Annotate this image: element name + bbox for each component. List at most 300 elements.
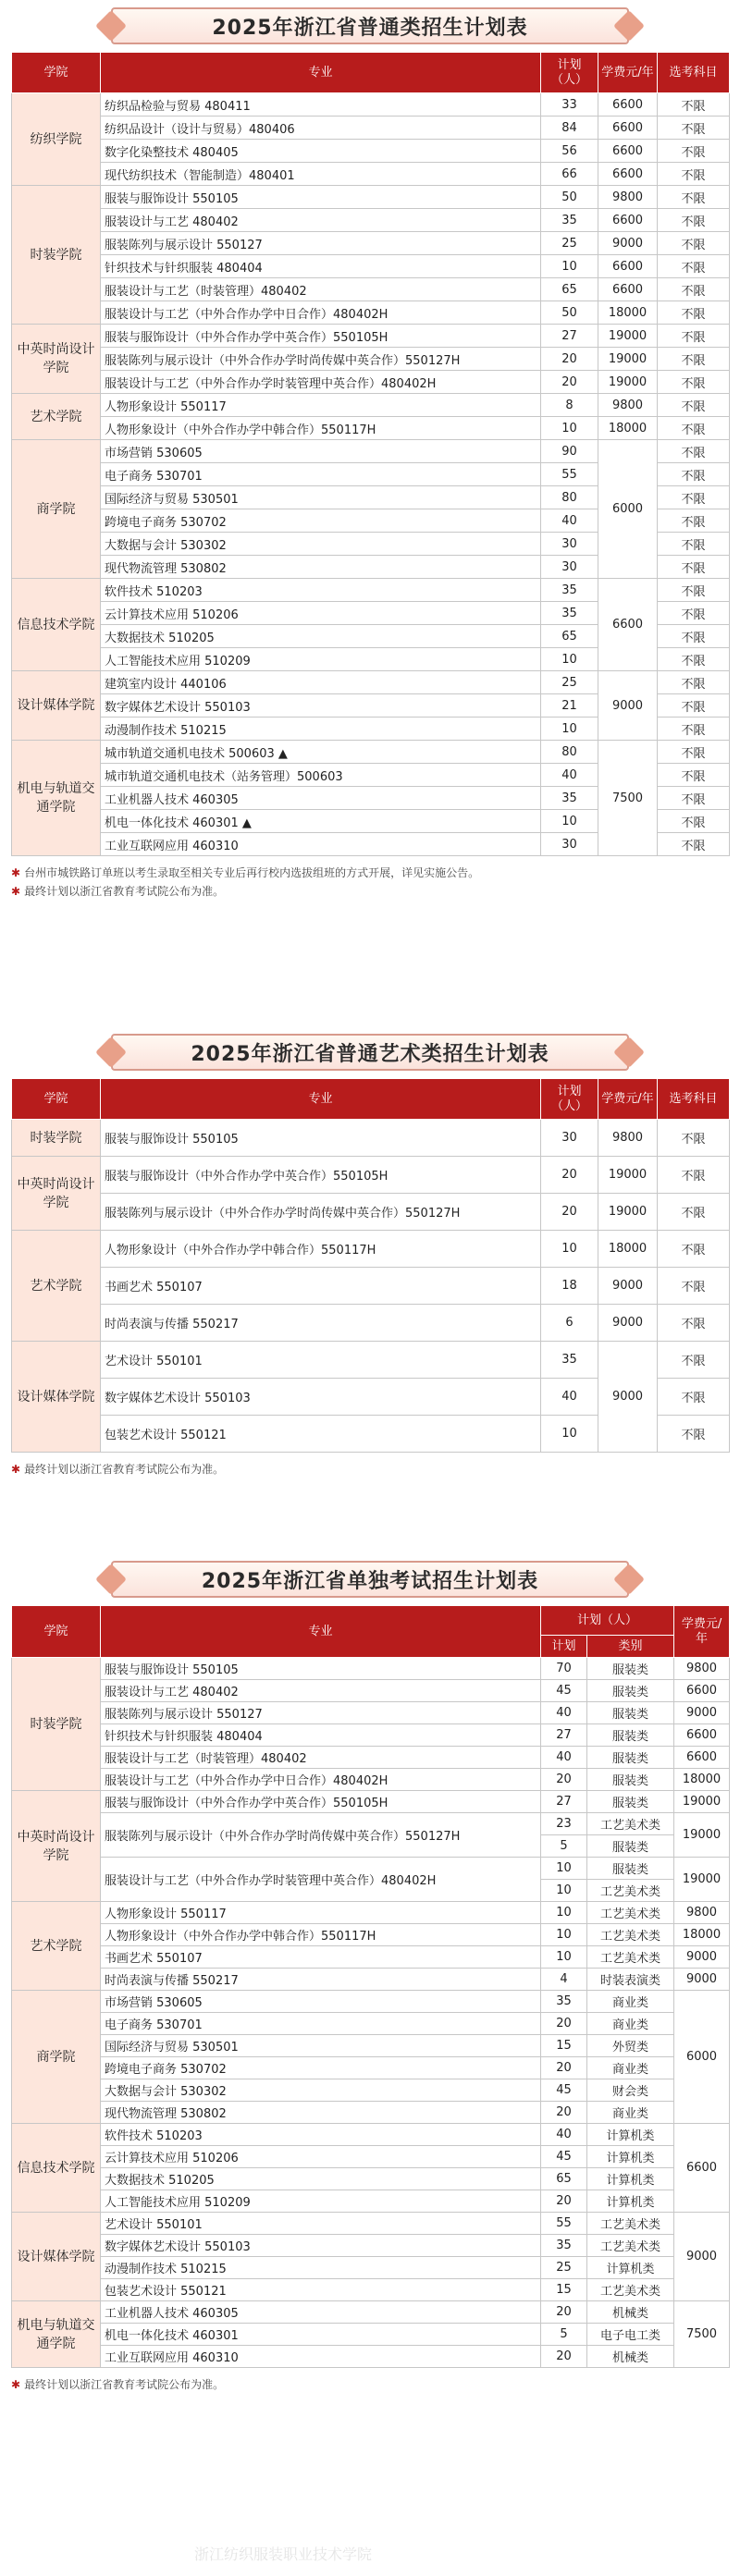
- plan-cell: 10: [541, 1231, 598, 1268]
- plan-cell: 33: [541, 93, 598, 117]
- subject-cell: 不限: [658, 810, 730, 833]
- major-cell: 针织技术与针织服装 480404: [101, 255, 541, 278]
- category-cell: 服装类: [587, 1835, 674, 1858]
- category-cell: 计算机类: [587, 2168, 674, 2190]
- major-cell: 服装陈列与展示设计（中外合作办学时尚传媒中英合作）550127H: [101, 1813, 541, 1858]
- plan-cell: 25: [541, 2257, 587, 2279]
- major-cell: 人工智能技术应用 510209: [101, 2190, 541, 2213]
- table-row: [12, 1902, 730, 1924]
- exam-plan-notes: [11, 2375, 729, 2394]
- plan-cell: 20: [541, 1194, 598, 1231]
- table-row: [12, 2146, 730, 2168]
- fee-cell: 7500: [674, 2301, 730, 2368]
- category-cell: 外贸类: [587, 2035, 674, 2057]
- major-cell: 电子商务 530701: [101, 2013, 541, 2035]
- subject-cell: 不限: [658, 163, 730, 186]
- fee-cell: 9000: [598, 1305, 658, 1342]
- table-row: [12, 1231, 730, 1268]
- table-row: [12, 2235, 730, 2257]
- fee-cell: 6600: [598, 579, 658, 671]
- note-line: [11, 882, 729, 901]
- subject-cell: 不限: [658, 371, 730, 394]
- table-row: [12, 1769, 730, 1791]
- header-college: 学院: [12, 1606, 101, 1658]
- plan-cell: 55: [541, 463, 598, 486]
- college-cell: 中英时尚设计学院: [12, 325, 101, 394]
- plan-cell: 10: [541, 417, 598, 440]
- subject-cell: 不限: [658, 140, 730, 163]
- plan-cell: 84: [541, 117, 598, 140]
- major-cell: 跨境电子商务 530702: [101, 2057, 541, 2079]
- note-text: 最终计划以浙江省教育考试院公布为准。: [24, 2378, 225, 2391]
- plan-cell: 18: [541, 1268, 598, 1305]
- table-row: [12, 2279, 730, 2301]
- table-row: [12, 2168, 730, 2190]
- table-row: [12, 232, 730, 255]
- subject-cell: 不限: [658, 186, 730, 209]
- major-cell: 服装与服饰设计（中外合作办学中英合作）550105H: [101, 1791, 541, 1813]
- subject-cell: 不限: [658, 93, 730, 117]
- general-plan-section: [0, 0, 740, 901]
- header-fee: 学费元/年: [598, 53, 658, 93]
- subject-cell: 不限: [658, 579, 730, 602]
- plan-cell: 65: [541, 278, 598, 301]
- header-plan: 计划（人）: [541, 53, 598, 93]
- subject-cell: 不限: [658, 671, 730, 694]
- subject-cell: 不限: [658, 1342, 730, 1379]
- plan-cell: 10: [541, 255, 598, 278]
- general-plan-table: [11, 52, 730, 856]
- table-row: [12, 278, 730, 301]
- table-row: [12, 1268, 730, 1305]
- table-row: [12, 1946, 730, 1969]
- category-cell: 服装类: [587, 1724, 674, 1747]
- plan-cell: 20: [541, 2190, 587, 2213]
- subject-cell: 不限: [658, 348, 730, 371]
- major-cell: 云计算技术应用 510206: [101, 602, 541, 625]
- fee-cell: 18000: [598, 301, 658, 325]
- subject-cell: 不限: [658, 602, 730, 625]
- category-cell: 计算机类: [587, 2146, 674, 2168]
- plan-cell: 35: [541, 209, 598, 232]
- fee-cell: 9000: [598, 232, 658, 255]
- category-cell: 服装类: [587, 1858, 674, 1880]
- table-row: [12, 1305, 730, 1342]
- plan-cell: 40: [541, 1379, 598, 1416]
- major-cell: 服装与服饰设计（中外合作办学中英合作）550105H: [101, 325, 541, 348]
- header-fee: 学费元/年: [598, 1079, 658, 1120]
- major-cell: 跨境电子商务 530702: [101, 509, 541, 533]
- fee-cell: 6600: [674, 1724, 730, 1747]
- plan-cell: 5: [541, 2324, 587, 2346]
- plan-cell: 20: [541, 371, 598, 394]
- major-cell: 工业互联网应用 460310: [101, 2346, 541, 2368]
- major-cell: 服装陈列与展示设计（中外合作办学时尚传媒中英合作）550127H: [101, 348, 541, 371]
- subject-cell: 不限: [658, 232, 730, 255]
- major-cell: 城市轨道交通机电技术（站务管理）500603: [101, 764, 541, 787]
- table-row: [12, 2190, 730, 2213]
- fee-cell: 9000: [674, 1969, 730, 1991]
- plan-cell: 27: [541, 1724, 587, 1747]
- subject-cell: 不限: [658, 1268, 730, 1305]
- plan-cell: 90: [541, 440, 598, 463]
- major-cell: 大数据技术 510205: [101, 2168, 541, 2190]
- plan-cell: 35: [541, 2235, 587, 2257]
- subject-cell: 不限: [658, 648, 730, 671]
- plan-cell: 23: [541, 1813, 587, 1835]
- fee-cell: 6600: [674, 1747, 730, 1769]
- major-cell: 软件技术 510203: [101, 579, 541, 602]
- major-cell: 服装设计与工艺（中外合作办学时装管理中英合作）480402H: [101, 1858, 541, 1902]
- college-cell: 中英时尚设计学院: [12, 1157, 101, 1231]
- table-row: [12, 2346, 730, 2368]
- table-row: [12, 1342, 730, 1379]
- plan-cell: 80: [541, 486, 598, 509]
- plan-cell: 20: [541, 2102, 587, 2124]
- exam-plan-banner: [0, 1553, 740, 1605]
- fee-cell: 19000: [598, 371, 658, 394]
- plan-cell: 35: [541, 787, 598, 810]
- category-cell: 电子电工类: [587, 2324, 674, 2346]
- major-cell: 数字媒体艺术设计 550103: [101, 694, 541, 718]
- fee-cell: 19000: [598, 348, 658, 371]
- college-cell: 商学院: [12, 1991, 101, 2124]
- major-cell: 数字媒体艺术设计 550103: [101, 1379, 541, 1416]
- major-cell: 服装设计与工艺（中外合作办学中日合作）480402H: [101, 1769, 541, 1791]
- fee-cell: 19000: [598, 1157, 658, 1194]
- major-cell: 人物形象设计（中外合作办学中韩合作）550117H: [101, 1924, 541, 1946]
- category-cell: 商业类: [587, 2013, 674, 2035]
- college-cell: 时装学院: [12, 1658, 101, 1791]
- plan-cell: 56: [541, 140, 598, 163]
- category-cell: 工艺美术类: [587, 1902, 674, 1924]
- art-plan-table: [11, 1078, 730, 1453]
- fee-cell: 18000: [674, 1924, 730, 1946]
- major-cell: 国际经济与贸易 530501: [101, 2035, 541, 2057]
- general-plan-notes: [11, 864, 729, 901]
- major-cell: 人物形象设计 550117: [101, 1902, 541, 1924]
- plan-cell: 20: [541, 2013, 587, 2035]
- header-plan: 计划（人）: [541, 1079, 598, 1120]
- college-cell: 中英时尚设计学院: [12, 1791, 101, 1902]
- table-row: [12, 440, 730, 463]
- category-cell: 时装表演类: [587, 1969, 674, 1991]
- subject-cell: 不限: [658, 1120, 730, 1157]
- major-cell: 服装与服饰设计 550105: [101, 1658, 541, 1680]
- subject-cell: 不限: [658, 1416, 730, 1453]
- plan-cell: 4: [541, 1969, 587, 1991]
- plan-cell: 10: [541, 1946, 587, 1969]
- table-row: [12, 1724, 730, 1747]
- plan-cell: 35: [541, 1342, 598, 1379]
- fee-cell: 18000: [598, 1231, 658, 1268]
- header-category: 类别: [587, 1636, 674, 1658]
- major-cell: 数字媒体艺术设计 550103: [101, 2235, 541, 2257]
- plan-cell: 25: [541, 232, 598, 255]
- college-cell: 设计媒体学院: [12, 671, 101, 741]
- plan-cell: 27: [541, 325, 598, 348]
- plan-cell: 35: [541, 1991, 587, 2013]
- college-cell: 时装学院: [12, 1120, 101, 1157]
- major-cell: 服装设计与工艺（中外合作办学时装管理中英合作）480402H: [101, 371, 541, 394]
- table-row: [12, 93, 730, 117]
- table-row: [12, 2324, 730, 2346]
- header-college: 学院: [12, 1079, 101, 1120]
- major-cell: 云计算技术应用 510206: [101, 2146, 541, 2168]
- plan-cell: 21: [541, 694, 598, 718]
- art-plan-banner: [0, 1026, 740, 1078]
- fee-cell: 9800: [598, 1120, 658, 1157]
- fee-cell: 9000: [598, 671, 658, 741]
- table-row: [12, 1702, 730, 1724]
- fee-cell: 18000: [674, 1769, 730, 1791]
- plan-cell: 30: [541, 833, 598, 856]
- table-row: [12, 1747, 730, 1769]
- table-row: [12, 1658, 730, 1680]
- fee-cell: 7500: [598, 741, 658, 856]
- plan-cell: 35: [541, 579, 598, 602]
- plan-cell: 10: [541, 1880, 587, 1902]
- college-cell: 艺术学院: [12, 394, 101, 440]
- subject-cell: 不限: [658, 417, 730, 440]
- header-major: 专业: [101, 1079, 541, 1120]
- major-cell: 大数据技术 510205: [101, 625, 541, 648]
- plan-cell: 20: [541, 2057, 587, 2079]
- major-cell: 书画艺术 550107: [101, 1268, 541, 1305]
- plan-cell: 30: [541, 533, 598, 556]
- major-cell: 包装艺术设计 550121: [101, 2279, 541, 2301]
- table-row: [12, 1120, 730, 1157]
- college-cell: 时装学院: [12, 186, 101, 325]
- major-cell: 建筑室内设计 440106: [101, 671, 541, 694]
- exam-plan-title: 2025年浙江省单独考试招生计划表: [111, 1561, 629, 1598]
- plan-cell: 50: [541, 186, 598, 209]
- subject-cell: 不限: [658, 533, 730, 556]
- category-cell: 服装类: [587, 1680, 674, 1702]
- general-plan-banner: [0, 0, 740, 52]
- table-row: [12, 1157, 730, 1194]
- table-row: [12, 1813, 730, 1835]
- table-row: [12, 1791, 730, 1813]
- table-row: [12, 1924, 730, 1946]
- major-cell: 服装设计与工艺（中外合作办学中日合作）480402H: [101, 301, 541, 325]
- fee-cell: 6600: [598, 209, 658, 232]
- header-fee: 学费元/年: [674, 1606, 730, 1658]
- fee-cell: 18000: [598, 417, 658, 440]
- plan-cell: 55: [541, 2213, 587, 2235]
- table-row: [12, 2035, 730, 2057]
- category-cell: 工艺美术类: [587, 1880, 674, 1902]
- table-row: [12, 741, 730, 764]
- plan-cell: 10: [541, 810, 598, 833]
- category-cell: 工艺美术类: [587, 2213, 674, 2235]
- plan-cell: 40: [541, 1747, 587, 1769]
- college-cell: 设计媒体学院: [12, 1342, 101, 1453]
- major-cell: 服装与服饰设计（中外合作办学中英合作）550105H: [101, 1157, 541, 1194]
- table-row: [12, 371, 730, 394]
- table-row: [12, 2124, 730, 2146]
- table-row: [12, 1194, 730, 1231]
- exam-plan-table: [11, 1605, 730, 2368]
- major-cell: 动漫制作技术 510215: [101, 718, 541, 741]
- subject-cell: 不限: [658, 209, 730, 232]
- table-row: [12, 140, 730, 163]
- table-row: [12, 2057, 730, 2079]
- major-cell: 软件技术 510203: [101, 2124, 541, 2146]
- college-cell: 纺织学院: [12, 93, 101, 186]
- plan-cell: 20: [541, 348, 598, 371]
- table-row: [12, 2102, 730, 2124]
- table-row: [12, 325, 730, 348]
- fee-cell: 19000: [674, 1791, 730, 1813]
- fee-cell: 9000: [674, 1702, 730, 1724]
- subject-cell: 不限: [658, 255, 730, 278]
- major-cell: 市场营销 530605: [101, 1991, 541, 2013]
- plan-cell: 10: [541, 1416, 598, 1453]
- note-line: [11, 2375, 729, 2394]
- note-star-icon: ✱: [11, 885, 21, 898]
- table-row: [12, 2013, 730, 2035]
- subject-cell: 不限: [658, 486, 730, 509]
- subject-cell: 不限: [658, 117, 730, 140]
- plan-cell: 8: [541, 394, 598, 417]
- college-cell: 机电与轨道交通学院: [12, 741, 101, 856]
- plan-cell: 25: [541, 671, 598, 694]
- category-cell: 财会类: [587, 2079, 674, 2102]
- plan-cell: 20: [541, 2346, 587, 2368]
- major-cell: 服装设计与工艺（时装管理）480402: [101, 1747, 541, 1769]
- art-plan-section: [0, 1026, 740, 1478]
- plan-cell: 80: [541, 741, 598, 764]
- major-cell: 大数据与会计 530302: [101, 533, 541, 556]
- table-row: [12, 117, 730, 140]
- table-row: [12, 417, 730, 440]
- major-cell: 人物形象设计（中外合作办学中韩合作）550117H: [101, 1231, 541, 1268]
- general-plan-title: 2025年浙江省普通类招生计划表: [111, 7, 629, 44]
- subject-cell: 不限: [658, 1157, 730, 1194]
- note-line: [11, 864, 729, 882]
- fee-cell: 6600: [598, 255, 658, 278]
- major-cell: 服装陈列与展示设计 550127: [101, 232, 541, 255]
- plan-cell: 45: [541, 2079, 587, 2102]
- category-cell: 计算机类: [587, 2190, 674, 2213]
- major-cell: 人工智能技术应用 510209: [101, 648, 541, 671]
- fee-cell: 9800: [674, 1902, 730, 1924]
- category-cell: 服装类: [587, 1791, 674, 1813]
- category-cell: 商业类: [587, 2057, 674, 2079]
- major-cell: 城市轨道交通机电技术 500603 ▲: [101, 741, 541, 764]
- header-subject: 选考科目: [658, 53, 730, 93]
- header-plan: 计划: [541, 1636, 587, 1658]
- major-cell: 现代纺织技术（智能制造）480401: [101, 163, 541, 186]
- fee-cell: 6600: [674, 2124, 730, 2213]
- plan-cell: 15: [541, 2279, 587, 2301]
- subject-cell: 不限: [658, 1231, 730, 1268]
- subject-cell: 不限: [658, 718, 730, 741]
- table-row: [12, 301, 730, 325]
- fee-cell: 9000: [598, 1342, 658, 1453]
- major-cell: 书画艺术 550107: [101, 1946, 541, 1969]
- category-cell: 工艺美术类: [587, 1813, 674, 1835]
- subject-cell: 不限: [658, 463, 730, 486]
- subject-cell: 不限: [658, 394, 730, 417]
- major-cell: 人物形象设计 550117: [101, 394, 541, 417]
- category-cell: 商业类: [587, 1991, 674, 2013]
- table-row: [12, 348, 730, 371]
- subject-cell: 不限: [658, 301, 730, 325]
- category-cell: 服装类: [587, 1747, 674, 1769]
- college-cell: 艺术学院: [12, 1902, 101, 1991]
- fee-cell: 6000: [598, 440, 658, 579]
- fee-cell: 19000: [674, 1858, 730, 1902]
- major-cell: 市场营销 530605: [101, 440, 541, 463]
- plan-cell: 20: [541, 2301, 587, 2324]
- subject-cell: 不限: [658, 1194, 730, 1231]
- category-cell: 服装类: [587, 1769, 674, 1791]
- fee-cell: 6000: [674, 1991, 730, 2124]
- table-row: [12, 1858, 730, 1880]
- plan-cell: 40: [541, 2124, 587, 2146]
- plan-cell: 40: [541, 509, 598, 533]
- major-cell: 时尚表演与传播 550217: [101, 1305, 541, 1342]
- major-cell: 服装陈列与展示设计（中外合作办学时尚传媒中英合作）550127H: [101, 1194, 541, 1231]
- subject-cell: 不限: [658, 764, 730, 787]
- major-cell: 纺织品检验与贸易 480411: [101, 93, 541, 117]
- subject-cell: 不限: [658, 625, 730, 648]
- fee-cell: 19000: [674, 1813, 730, 1858]
- major-cell: 工业机器人技术 460305: [101, 2301, 541, 2324]
- plan-cell: 66: [541, 163, 598, 186]
- note-line: [11, 1460, 729, 1478]
- table-row: [12, 2079, 730, 2102]
- table-row: [12, 2301, 730, 2324]
- plan-cell: 45: [541, 2146, 587, 2168]
- table-row: [12, 209, 730, 232]
- watermark-text: 浙江纺织服装职业技术学院: [194, 2545, 373, 2563]
- note-text: 最终计划以浙江省教育考试院公布为准。: [24, 1463, 225, 1476]
- plan-cell: 6: [541, 1305, 598, 1342]
- table-row: [12, 163, 730, 186]
- major-cell: 纺织品设计（设计与贸易）480406: [101, 117, 541, 140]
- college-cell: 机电与轨道交通学院: [12, 2301, 101, 2368]
- header-plan-group: 计划（人）: [541, 1606, 674, 1636]
- major-cell: 现代物流管理 530802: [101, 2102, 541, 2124]
- plan-cell: 50: [541, 301, 598, 325]
- subject-cell: 不限: [658, 278, 730, 301]
- note-star-icon: ✱: [11, 2378, 21, 2391]
- major-cell: 电子商务 530701: [101, 463, 541, 486]
- fee-cell: 19000: [598, 325, 658, 348]
- plan-cell: 65: [541, 625, 598, 648]
- header-major: 专业: [101, 1606, 541, 1658]
- category-cell: 计算机类: [587, 2257, 674, 2279]
- exam-plan-section: [0, 1553, 740, 2394]
- table-row: [12, 1680, 730, 1702]
- category-cell: 服装类: [587, 1702, 674, 1724]
- plan-cell: 65: [541, 2168, 587, 2190]
- college-cell: 信息技术学院: [12, 579, 101, 671]
- table-row: [12, 255, 730, 278]
- major-cell: 时尚表演与传播 550217: [101, 1969, 541, 1991]
- note-text: 台州市城铁路订单班以考生录取至相关专业后再行校内选拔组班的方式开展，详见实施公告。: [24, 866, 480, 879]
- major-cell: 现代物流管理 530802: [101, 556, 541, 579]
- subject-cell: 不限: [658, 509, 730, 533]
- subject-cell: 不限: [658, 1379, 730, 1416]
- table-row: [12, 671, 730, 694]
- plan-cell: 35: [541, 602, 598, 625]
- major-cell: 动漫制作技术 510215: [101, 2257, 541, 2279]
- fee-cell: 9000: [674, 2213, 730, 2301]
